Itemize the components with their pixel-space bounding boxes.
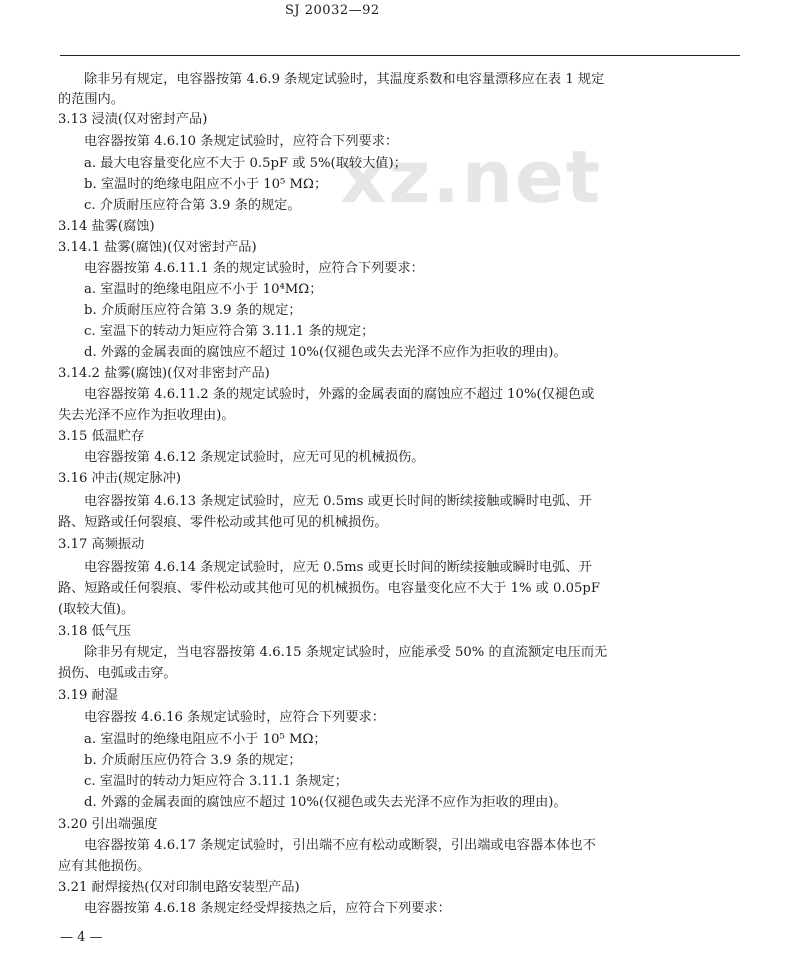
section-heading: 3.13 浸渍(仅对密封产品) (58, 112, 208, 127)
section-heading: 3.16 冲击(规定脉冲) (58, 471, 181, 486)
body-line: 失去光泽不应作为拒收理由)。 (58, 408, 235, 423)
body-line: (取较大值)。 (58, 602, 135, 617)
section-heading: 3.19 耐湿 (58, 688, 118, 703)
body-line: 除非另有规定，电容器按第 4.6.9 条规定试验时，其温度系数和电容量漂移应在表 1 规定 (84, 72, 605, 87)
body-line: 电容器按第 4.6.14 条规定试验时，应无 0.5ms 或更长时间的断续接触或瞬时电弧、开 (84, 560, 592, 575)
section-heading: 3.18 低气压 (58, 624, 132, 639)
list-item: c. 室温下的转动力矩应符合第 3.11.1 条的规定； (84, 324, 375, 339)
body-line: 电容器按第 4.6.11.2 条的规定试验时，外露的金属表面的腐蚀应不超过 10%(仅褪色或 (84, 387, 595, 402)
list-item: c. 介质耐压应符合第 3.9 条的规定。 (84, 198, 301, 213)
section-heading: 3.14.1 盐雾(腐蚀)(仅对密封产品) (58, 240, 257, 255)
section-heading: 3.14 盐雾(腐蚀) (58, 219, 155, 234)
body-line: 应有其他损伤。 (58, 859, 151, 874)
list-item: b. 介质耐压应仍符合 3.9 条的规定； (84, 753, 302, 768)
section-heading: 3.14.2 盐雾(腐蚀)(仅对非密封产品) (58, 366, 270, 381)
list-item: a. 室温时的绝缘电阻应不小于 10⁴MΩ； (84, 282, 323, 297)
body-line: 电容器按 4.6.16 条规定试验时，应符合下列要求： (84, 710, 385, 725)
section-heading: 3.20 引出端强度 (58, 817, 158, 832)
body-line: 路、短路或任何裂痕、零件松动或其他可见的机械损伤。电容量变化应不大于 1% 或 0.05pF (58, 581, 601, 596)
body-line: 损伤、电弧或击穿。 (58, 666, 177, 681)
body-line: 电容器按第 4.6.18 条规定经受焊接热之后，应符合下列要求： (84, 901, 451, 916)
header-rule (60, 55, 740, 56)
body-line: 电容器按第 4.6.11.1 条的规定试验时，应符合下列要求： (84, 261, 424, 276)
body-line: 路、短路或任何裂痕、零件松动或其他可见的机械损伤。 (58, 515, 388, 530)
list-item: a. 最大电容量变化应不大于 0.5pF 或 5%(取较大值)； (84, 156, 407, 171)
page-number: — 4 — (60, 930, 103, 945)
list-item: b. 介质耐压应符合第 3.9 条的规定； (84, 303, 302, 318)
body-line: 的范围内。 (58, 92, 124, 107)
body-line: 除非另有规定，当电容器按第 4.6.15 条规定试验时，应能承受 50% 的直流额定电压而无 (84, 645, 608, 660)
list-item: d. 外露的金属表面的腐蚀应不超过 10%(仅褪色或失去光泽不应作为拒收的理由)。 (84, 795, 567, 810)
body-line: 电容器按第 4.6.10 条规定试验时，应符合下列要求： (84, 134, 399, 149)
body-line: 电容器按第 4.6.12 条规定试验时，应无可见的机械损伤。 (84, 450, 425, 465)
watermark: xz.net (340, 135, 603, 219)
standard-code: SJ 20032—92 (285, 3, 380, 18)
section-heading: 3.15 低温贮存 (58, 429, 145, 444)
list-item: a. 室温时的绝缘电阻应不小于 10⁵ MΩ； (84, 732, 327, 747)
section-heading: 3.21 耐焊接热(仅对印制电路安装型产品) (58, 880, 300, 895)
list-item: d. 外露的金属表面的腐蚀应不超过 10%(仅褪色或失去光泽不应作为拒收的理由)。 (84, 345, 567, 360)
list-item: b. 室温时的绝缘电阻应不小于 10⁵ MΩ； (84, 177, 328, 192)
body-line: 电容器按第 4.6.17 条规定试验时，引出端不应有松动或断裂，引出端或电容器本体也不 (84, 838, 596, 853)
list-item: c. 室温时的转动力矩应符合 3.11.1 条规定； (84, 774, 348, 789)
section-heading: 3.17 高频振动 (58, 537, 145, 552)
body-line: 电容器按第 4.6.13 条规定试验时，应无 0.5ms 或更长时间的断续接触或瞬时电弧、开 (84, 494, 592, 509)
